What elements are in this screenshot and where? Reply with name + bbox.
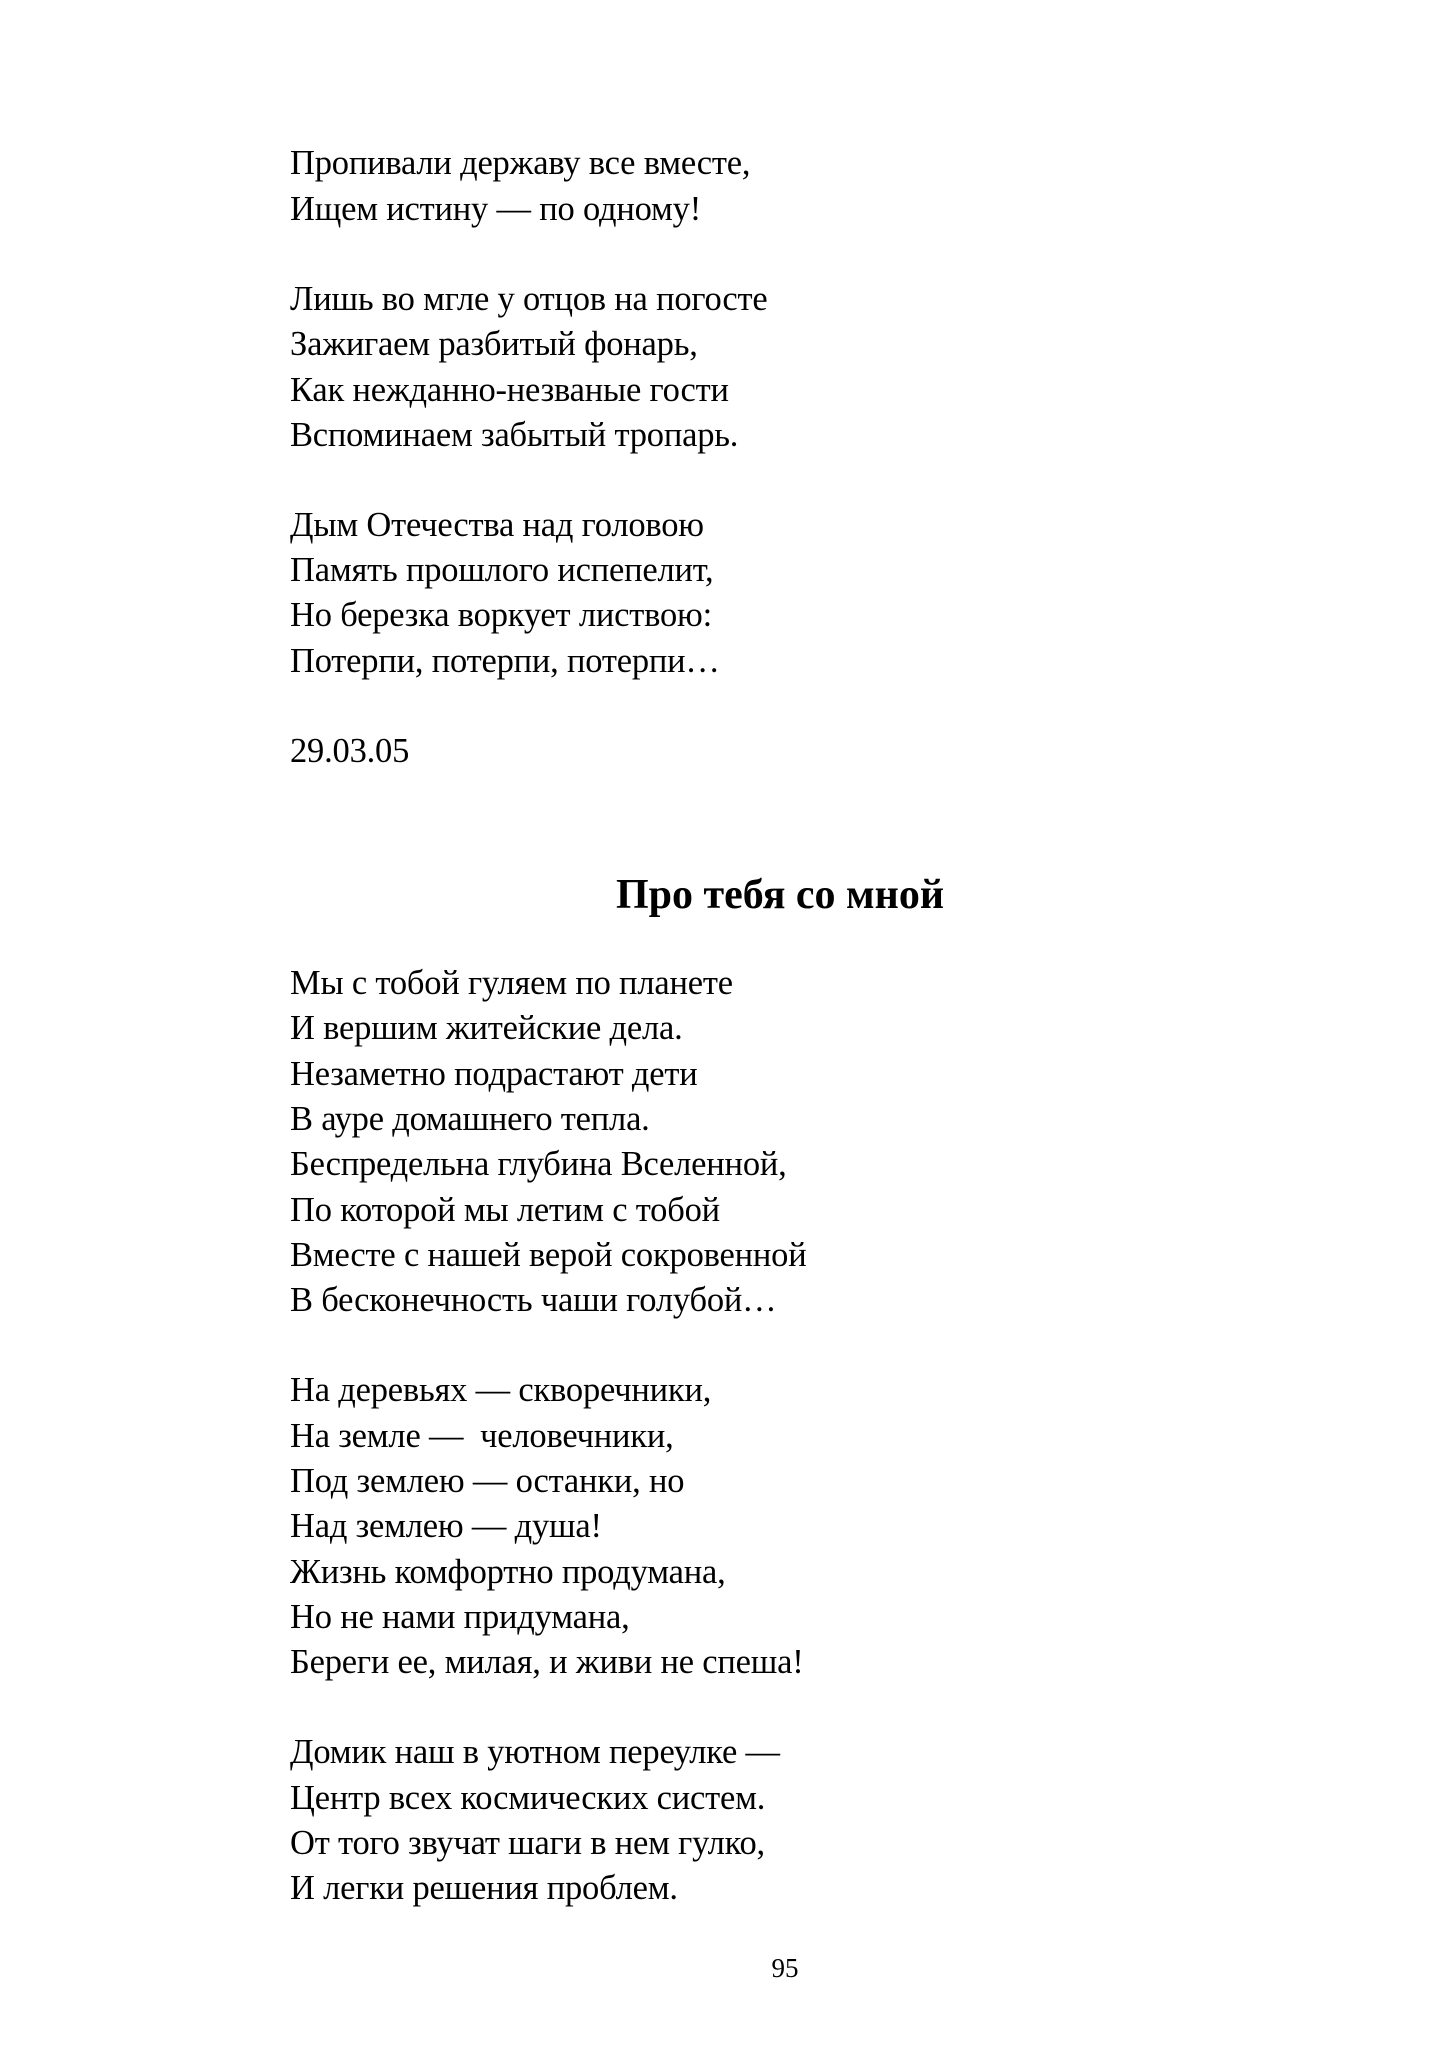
poem-line: Но не нами придумана, <box>290 1598 630 1636</box>
poem-date: 29.03.05 <box>290 732 410 770</box>
poem-line: В ауре домашнего тепла. <box>290 1100 650 1138</box>
poem-line: Ищем истину — по одному! <box>290 190 702 228</box>
poem-line: Под землею — останки, но <box>290 1462 685 1500</box>
poem-line: И вершим житейские дела. <box>290 1009 683 1047</box>
poem-line: В бесконечность чаши голубой… <box>290 1281 777 1319</box>
poem-line: Беспредельна глубина Вселенной, <box>290 1145 787 1183</box>
poem-title: Про тебя со мной <box>615 872 945 918</box>
poem-line: Вспоминаем забытый тропарь. <box>290 416 739 454</box>
poem-line: Береги ее, милая, и живи не спеша! <box>290 1643 804 1681</box>
poem-line: Дым Отечества над головою <box>290 506 704 544</box>
poem-line: По которой мы летим с тобой <box>290 1191 720 1229</box>
poem-line: От того звучат шаги в нем гулко, <box>290 1824 765 1862</box>
poem-line: Вместе с нашей верой сокровенной <box>290 1236 807 1274</box>
page-number: 95 <box>771 1953 799 1983</box>
poem-line: Память прошлого испепелит, <box>290 551 714 589</box>
poem-line: Жизнь комфортно продумана, <box>290 1553 726 1591</box>
poem-line: На деревьях — скворечники, <box>290 1371 712 1409</box>
poem-line: Как нежданно-незваные гости <box>290 371 729 409</box>
poem-line: Лишь во мгле у отцов на погосте <box>290 280 768 318</box>
poem-line: Мы с тобой гуляем по планете <box>290 964 733 1002</box>
poem-line: Зажигаем разбитый фонарь, <box>290 325 698 363</box>
poem-line: И легки решения проблем. <box>290 1869 678 1907</box>
poem-line: Домик наш в уютном переулке — <box>290 1733 780 1771</box>
poem-line: Над землею — душа! <box>290 1507 602 1545</box>
poem-line: На земле — человечники, <box>290 1417 674 1455</box>
poem-line: Незаметно подрастают дети <box>290 1055 698 1093</box>
poem-line: Но березка воркует листвою: <box>290 596 712 634</box>
poem-line: Центр всех космических систем. <box>290 1779 766 1817</box>
poem-line: Потерпи, потерпи, потерпи… <box>290 642 720 680</box>
poem-line: Пропивали державу все вместе, <box>290 144 751 182</box>
